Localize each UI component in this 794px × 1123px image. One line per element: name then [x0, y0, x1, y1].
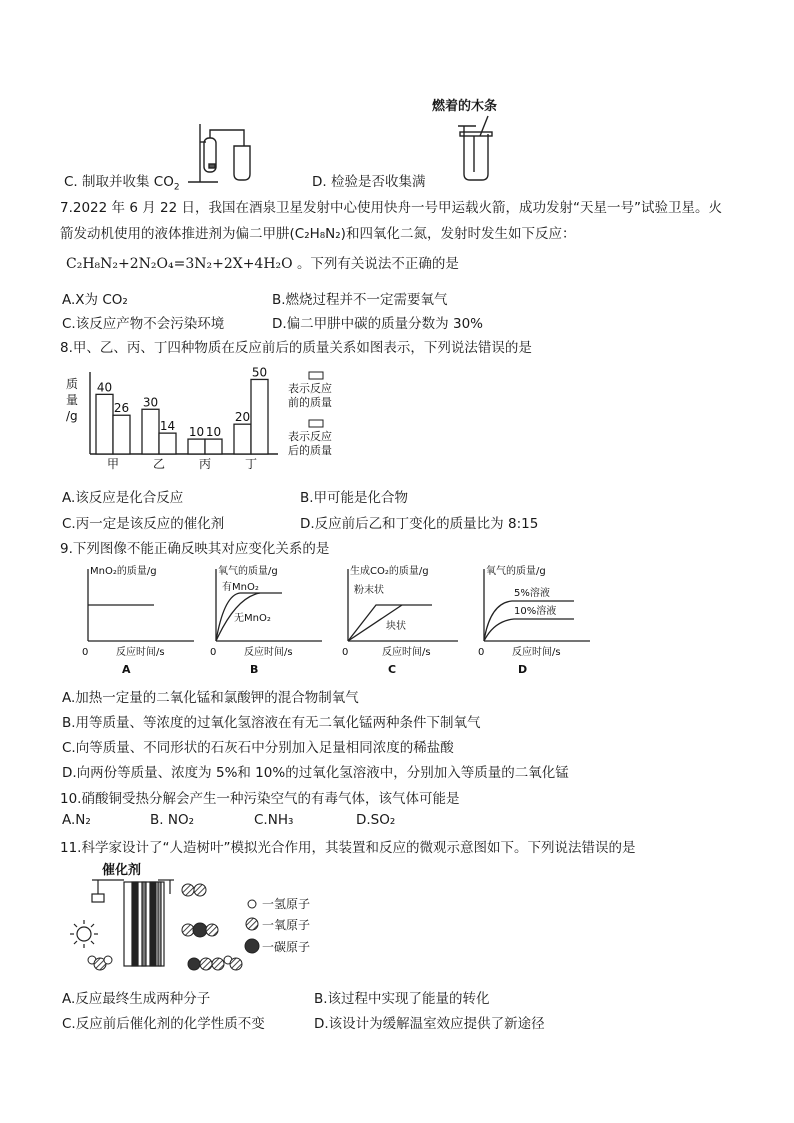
graph-c-curve1: 粉末状 [354, 585, 384, 596]
q11-option-b: B.该过程中实现了能量的转化 [314, 991, 490, 1007]
q8-option-c: C.丙一定是该反应的催化剂 [62, 516, 225, 532]
graph-c [342, 563, 466, 678]
q7-question: 。下列有关说法不正确的是 [296, 256, 459, 272]
q9-option-d: D.向两份等质量、浓度为 5%和 10%的过氧化氢溶液中，分别加入等质量的二氧化锰 [62, 765, 569, 781]
graph-d-curve2: 10%溶液 [514, 606, 557, 617]
graph-a-tag: A [122, 663, 131, 676]
bar-乙-after [159, 433, 176, 454]
q8-option-d: D.反应前后乙和丁变化的质量比为 8:15 [300, 516, 539, 532]
graph-b-xlabel: 反应时间/s [244, 647, 293, 658]
graph-d-xlabel: 反应时间/s [512, 647, 561, 658]
q7-option-c: C.该反应产物不会污染环境 [62, 316, 225, 332]
q7-stem-line1: 7.2022 年 6 月 22 日，我国在酒泉卫星发射中心使用快舟一号甲运载火箭，成功发射“天星一号”试验卫星。火 [60, 200, 722, 216]
q8-stem: 8.甲、乙、丙、丁四种物质在反应前后的质量关系如图表示，下列说法错误的是 [60, 340, 532, 356]
graph-d-tag: D [518, 663, 528, 676]
q7-option-d: D.偏二甲肼中碳的质量分数为 30% [272, 316, 483, 332]
graph-a-xlabel: 反应时间/s [116, 647, 165, 658]
artificial-leaf-figure [62, 860, 362, 976]
category-label-丙: 丙 [198, 457, 212, 471]
graph-c-origin: 0 [342, 647, 349, 658]
q10-option-b: B. NO₂ [150, 812, 194, 828]
burning-stick-label: 燃着的木条 [432, 99, 498, 114]
bar-丁-after [251, 379, 268, 454]
chart-ylabel-part: 量 [66, 393, 79, 407]
oxygen-atom-icon [246, 918, 258, 930]
bar-丙-before [188, 439, 205, 454]
q10-option-d: D.SO₂ [356, 812, 396, 828]
q9-option-a: A.加热一定量的二氧化锰和氯酸钾的混合物制氧气 [62, 690, 359, 706]
legend-text-0-line1: 表示反应 [288, 382, 332, 395]
mass-bar-chart [60, 365, 350, 476]
sun-icon [70, 920, 98, 948]
graph-c-curve2: 块状 [386, 621, 406, 632]
category-label-丁: 丁 [244, 457, 258, 471]
q6-option-d: D. 检验是否收集满 [312, 174, 426, 190]
q9-stem: 9.下列图像不能正确反映其对应变化关系的是 [60, 541, 330, 557]
category-label-乙: 乙 [152, 457, 166, 471]
legend-text-0-line2: 前的质量 [288, 396, 332, 409]
category-label-甲: 甲 [106, 457, 120, 471]
graph-d-curve1: 5%溶液 [514, 588, 550, 599]
bar-value-label: 26 [113, 401, 130, 416]
q9-option-c: C.向等质量、不同形状的石灰石中分别加入足量相同浓度的稀盐酸 [62, 740, 454, 756]
chart-ylabel-part: 质 [66, 377, 79, 391]
bar-value-label: 14 [159, 419, 176, 434]
graph-d-ylabel: 氧气的质量/g [486, 566, 546, 577]
bar-value-label: 20 [234, 410, 251, 425]
bar-甲-after [113, 415, 130, 454]
q11-option-d: D.该设计为缓解温室效应提供了新途径 [314, 1016, 545, 1032]
graph-d-origin: 0 [478, 647, 485, 658]
graph-b-ylabel: 氧气的质量/g [218, 566, 278, 577]
catalyst-label: 催化剂 [102, 863, 142, 878]
graph-b-curve2: 无MnO₂ [234, 613, 271, 624]
bar-value-label: 30 [142, 395, 159, 410]
bar-value-label: 10 [205, 425, 222, 440]
graph-b-origin: 0 [210, 647, 217, 658]
chart-ylabel-part: /g [66, 409, 78, 423]
q7-option-b: B.燃烧过程并不一定需要氧气 [272, 292, 448, 308]
bar-丁-before [234, 424, 251, 454]
q7-equation: C₂H₈N₂+2N₂O₄=3N₂+2X+4H₂O [66, 256, 293, 272]
bar-丙-after [205, 439, 222, 454]
graph-a [82, 563, 202, 678]
graph-a-origin: 0 [82, 647, 89, 658]
q10-option-c: C.NH₃ [254, 812, 294, 828]
co2-apparatus-figure [182, 120, 272, 186]
bar-value-label: 40 [96, 380, 113, 395]
gas-jar-figure [452, 112, 502, 184]
bar-value-label: 10 [188, 425, 205, 440]
q7-equation-line [66, 252, 459, 272]
graph-a-ylabel: MnO₂的质量/g [90, 566, 157, 577]
legend-text-1-line2: 后的质量 [288, 444, 332, 457]
graph-c-tag: C [388, 663, 397, 676]
legend-swatch-1 [309, 420, 323, 427]
legend-carbon: 一碳原子 [262, 940, 311, 954]
graph-c-xlabel: 反应时间/s [382, 647, 431, 658]
graph-b-curve1: 有MnO₂ [222, 582, 259, 593]
bar-甲-before [96, 394, 113, 454]
graph-c-ylabel: 生成CO₂的质量/g [350, 566, 429, 577]
q8-option-b: B.甲可能是化合物 [300, 490, 409, 506]
q9-option-b: B.用等质量、等浓度的过氧化氢溶液在有无二氧化锰两种条件下制氧气 [62, 715, 481, 731]
q8-option-a: A.该反应是化合反应 [62, 490, 184, 506]
graph-b [210, 563, 330, 678]
legend-text-1-line1: 表示反应 [288, 430, 332, 443]
carbon-atom-icon [245, 939, 259, 953]
q7-option-a: A.X为 CO₂ [62, 292, 128, 308]
legend-swatch-0 [309, 372, 323, 379]
legend-oxygen: 一氧原子 [262, 918, 311, 932]
graph-d [478, 563, 598, 678]
q11-option-a: A.反应最终生成两种分子 [62, 991, 211, 1007]
q11-stem: 11.科学家设计了“人造树叶”模拟光合作用，其装置和反应的微观示意图如下。下列说法错误的是 [60, 840, 636, 856]
q10-stem: 10.硝酸铜受热分解会产生一种污染空气的有毒气体，该气体可能是 [60, 791, 460, 807]
q7-stem-line2: 箭发动机使用的液体推进剂为偏二甲肼(C₂H₈N₂)和四氧化二氮，发射时发生如下反应： [60, 226, 576, 242]
bar-乙-before [142, 409, 159, 454]
q11-option-c: C.反应前后催化剂的化学性质不变 [62, 1016, 265, 1032]
legend-hydrogen: 一氢原子 [262, 897, 311, 911]
q6-option-c: C. 制取并收集 $CO_2$ [64, 174, 180, 193]
q10-option-a: A.N₂ [62, 812, 91, 828]
graph-b-tag: B [250, 663, 259, 676]
hydrogen-atom-icon [248, 900, 256, 908]
bar-value-label: 50 [251, 365, 268, 380]
